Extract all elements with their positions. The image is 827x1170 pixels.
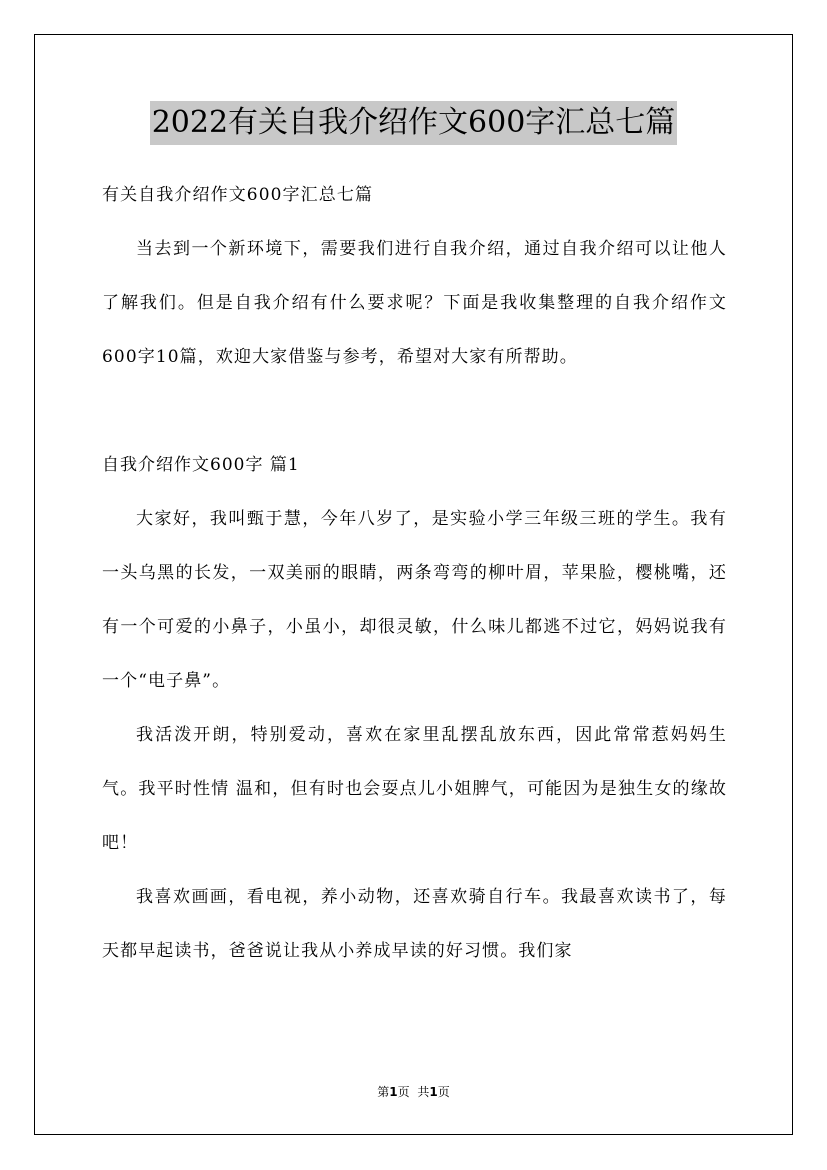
document-body	[102, 168, 727, 978]
page-footer	[0, 1083, 827, 1101]
intro-paragraph: 当去到一个新环境下，需要我们进行自我介绍，通过自我介绍可以让他人了解我们。但是自我介绍有什么要求呢？下面是我收集整理的自我介绍作文600字10篇，欢迎大家借鉴与参考，希望对大家有所帮助。	[102, 239, 727, 367]
footer-total-number: 1	[429, 1085, 438, 1099]
body-paragraph-2: 我活泼开朗，特别爱动，喜欢在家里乱摆乱放东西，因此常常惹妈妈生气。我平时性情 温和，但有时也会耍点儿小姐脾气，可能因为是独生女的缘故吧！	[102, 725, 727, 853]
footer-page-number: 1	[389, 1085, 398, 1099]
footer-total-suffix: 页	[437, 1085, 450, 1099]
section-heading: 自我介绍作文600字 篇1	[102, 455, 300, 475]
section-spacer	[102, 384, 727, 438]
document-subtitle: 有关自我介绍作文600字汇总七篇	[102, 185, 374, 205]
body-paragraph-3: 我喜欢画画，看电视，养小动物，还喜欢骑自行车。我最喜欢读书了，每天都早起读书，爸爸说让我从小养成早读的好习惯。我们家	[102, 887, 727, 961]
footer-page-suffix: 页	[397, 1085, 410, 1099]
document-title-text: 2022有关自我介绍作文600字汇总七篇	[150, 101, 678, 145]
footer-page-prefix: 第	[377, 1085, 390, 1099]
body-paragraph-1: 大家好，我叫甄于慧，今年八岁了，是实验小学三年级三班的学生。我有一头乌黑的长发，一双美丽的眼睛，两条弯弯的柳叶眉，苹果脸，樱桃嘴，还有一个可爱的小鼻子，小虽小，却很灵敏，什么味儿都逃不过它，妈妈说我有一个“电子鼻”。	[102, 509, 727, 691]
document-title	[0, 99, 827, 143]
footer-total-prefix: 共	[417, 1085, 430, 1099]
